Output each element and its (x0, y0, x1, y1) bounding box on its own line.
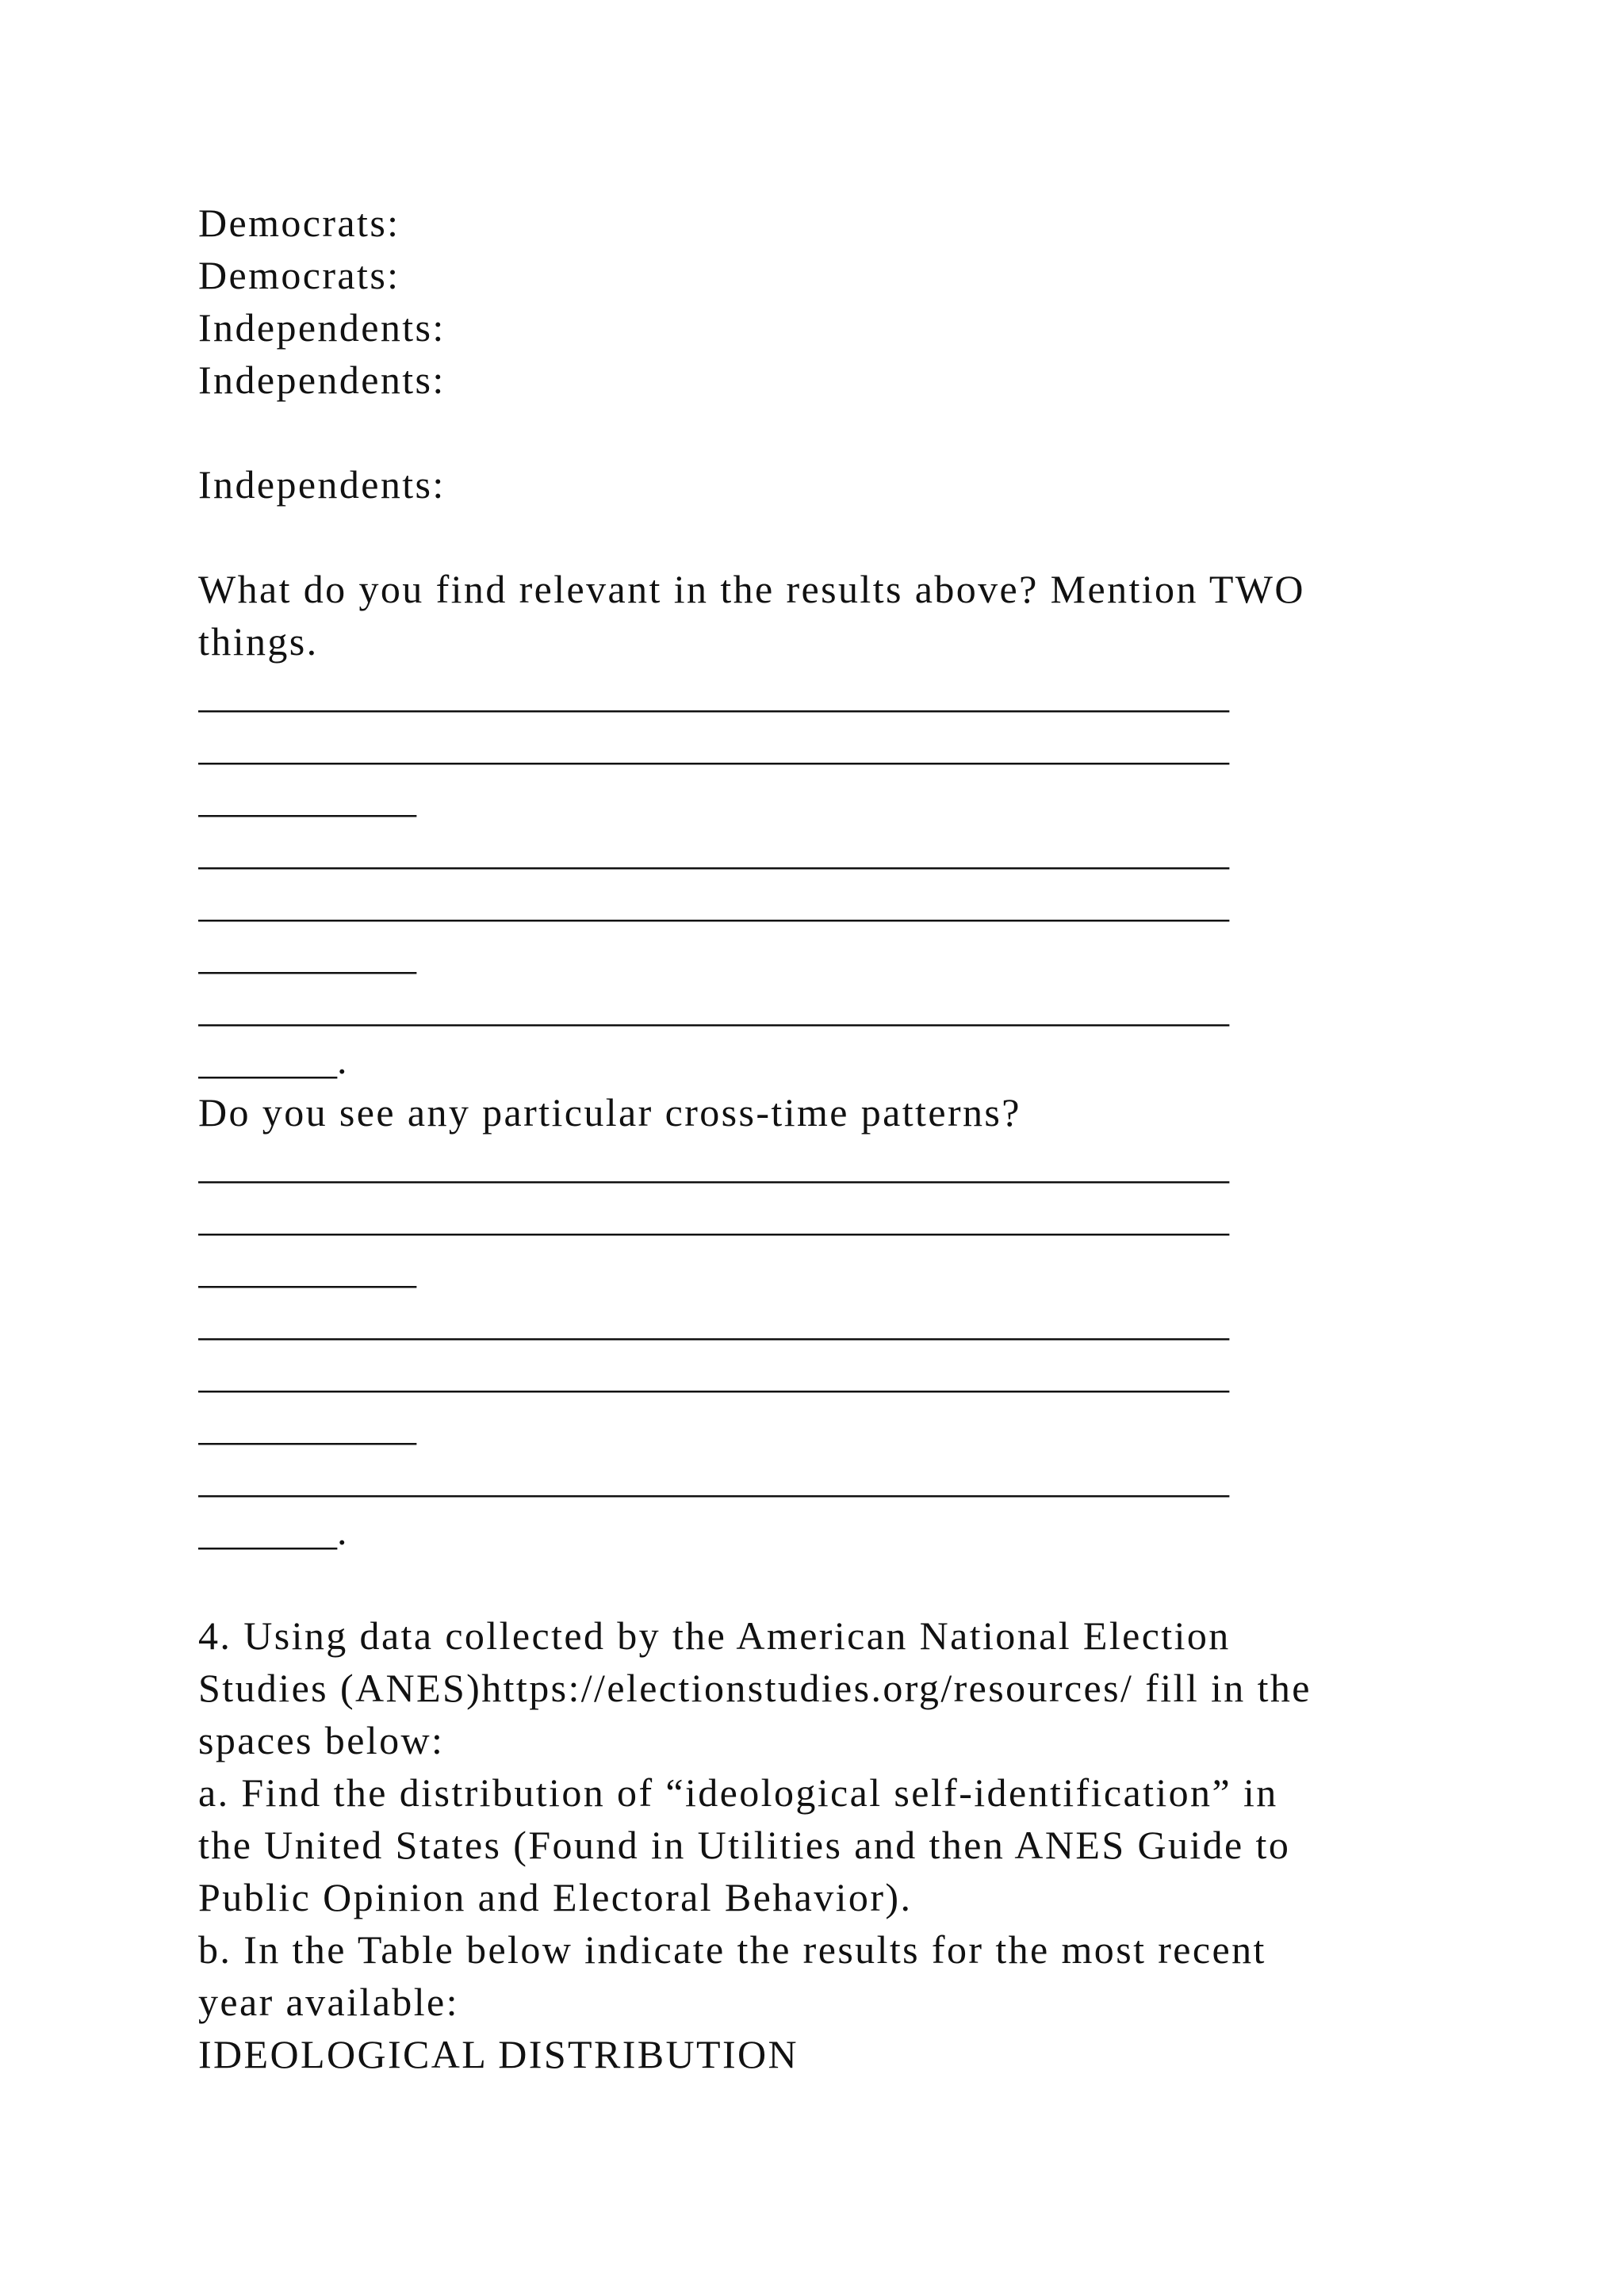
section-heading-ideological-distribution: IDEOLOGICAL DISTRIBUTION (198, 2032, 799, 2076)
answer-rule: ____________________________________________________ (198, 985, 1229, 1030)
answer-rule: _______. (198, 1509, 347, 1553)
party-label-independents-1: Independents: (198, 305, 446, 350)
question-relevant-line-1: What do you find relevant in the results above? Mention TWO (198, 567, 1305, 611)
answer-rule: ___________ (198, 776, 416, 821)
question-relevant-line-2: things. (198, 619, 319, 664)
section-4a-line-3: Public Opinion and Electoral Behavior). (198, 1875, 913, 1919)
section-4a-line-1: a. Find the distribution of “ideological self-identification” in (198, 1770, 1278, 1815)
section-4-line-1: 4. Using data collected by the American National Election (198, 1613, 1231, 1658)
party-label-independents-3: Independents: (198, 462, 446, 507)
answer-rule: ____________________________________________________ (198, 828, 1229, 873)
answer-rule: ____________________________________________________ (198, 881, 1229, 925)
section-4b-line-2: year available: (198, 1980, 459, 2024)
answer-rule: ____________________________________________________ (198, 672, 1229, 716)
party-label-democrats-1: Democrats: (198, 201, 400, 245)
document-page (198, 197, 1435, 2080)
party-label-independents-2: Independents: (198, 358, 446, 402)
answer-rule: ___________ (198, 1404, 416, 1448)
answer-rule: ____________________________________________________ (198, 1352, 1229, 1396)
spacer (198, 511, 1435, 563)
answer-rule: ____________________________________________________ (198, 1142, 1229, 1187)
spacer (198, 406, 1435, 458)
section-4-line-2: Studies (ANES)https://electionstudies.org/resources/ fill in the (198, 1666, 1312, 1710)
answer-rule: _______. (198, 1038, 347, 1082)
answer-rule: ____________________________________________________ (198, 724, 1229, 768)
party-label-democrats-2: Democrats: (198, 253, 400, 297)
answer-rule: ____________________________________________________ (198, 1456, 1229, 1501)
question-patterns: Do you see any particular cross-time patterns? (198, 1090, 1021, 1135)
answer-rule: ____________________________________________________ (198, 1195, 1229, 1239)
spacer (198, 1557, 1435, 1609)
section-4a-line-2: the United States (Found in Utilities and then ANES Guide to (198, 1823, 1291, 1867)
section-4-line-3: spaces below: (198, 1718, 445, 1762)
section-4b-line-1: b. In the Table below indicate the results for the most recent (198, 1927, 1266, 1972)
answer-rule: ___________ (198, 933, 416, 978)
answer-rule: ____________________________________________________ (198, 1299, 1229, 1344)
answer-rule: ___________ (198, 1247, 416, 1292)
